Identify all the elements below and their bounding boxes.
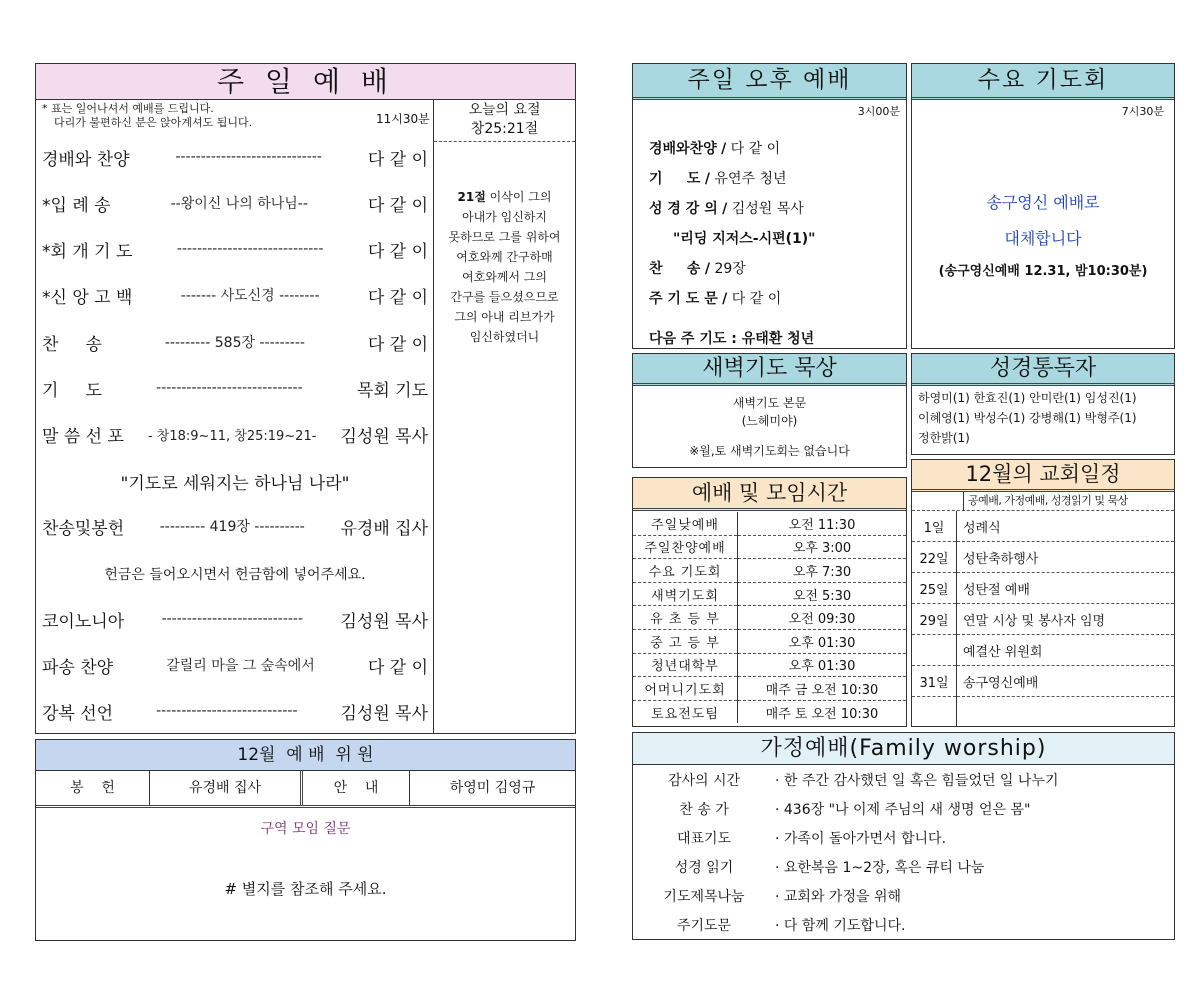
order-detail: ----------------------------- [176, 241, 324, 257]
december-staff-panel [35, 739, 576, 941]
schedule-row [633, 677, 906, 701]
calendar-row [912, 604, 1174, 635]
service-time: 11시30분 [376, 112, 430, 126]
family-item-value: · 가족이 돌아가면서 합니다. [775, 830, 947, 847]
order-detail: ------- 사도신경 -------- [180, 288, 320, 304]
afternoon-row: 기 도 / 유연주 청년 [649, 171, 787, 187]
calendar-date: 25일 [912, 573, 957, 604]
afternoon-lecture-title: "리딩 지저스-시편(1)" [673, 231, 816, 247]
today-verse-title: 오늘의 요절 [468, 102, 541, 118]
schedule-name: 수요 기도회 [633, 559, 738, 583]
staff-cell-usher-label: 안 내 [303, 771, 410, 805]
calendar-subheader: 공예배, 가정예배, 성경읽기 및 묵상 [968, 494, 1128, 507]
schedule-time: 매주 토 오전 10:30 [765, 706, 879, 722]
dawn-note: ※월,토 새벽기도회는 없습니다 [689, 444, 850, 458]
order-row [42, 188, 428, 218]
order-detail: --------- 585장 --------- [164, 335, 305, 351]
family-worship-title: 가정예배(Family worship) [760, 736, 1047, 761]
standing-note-line1: * 표는 일어나셔서 예배를 드립니다. [42, 102, 214, 115]
order-row [42, 604, 428, 634]
verse-line-4: 여호와께서 그의 [462, 270, 547, 284]
bible-readers-list [918, 388, 1137, 448]
order-label: 경배와 찬양 [42, 149, 130, 170]
order-label: *회 개 기 도 [42, 241, 133, 262]
order-row [42, 511, 428, 541]
order-leader: 다 같 이 [367, 287, 428, 308]
december-staff-header [36, 740, 575, 771]
order-row [42, 234, 428, 264]
verse-line-0: 이삭이 그의 [489, 190, 552, 204]
schedule-name: 유 초 등 부 [633, 606, 738, 630]
dawn-line1: 새벽기도 본문 [732, 396, 807, 410]
family-item-label: 찬 송 가 [679, 801, 729, 818]
schedule-time: 오후 01:30 [738, 629, 907, 653]
afternoon-row: 찬 송 / 29장 [649, 261, 746, 277]
calendar-date [912, 635, 957, 666]
family-item-value: · 요한복음 1~2장, 혹은 큐티 나눔 [775, 859, 985, 876]
order-label: *입 례 송 [42, 195, 111, 216]
order-row [42, 650, 428, 680]
schedule-row [633, 535, 906, 559]
calendar-event: 송구영신예배 [957, 666, 1175, 697]
wednesday-line3: (송구영신예배 12.31, 밤10:30분) [938, 264, 1148, 279]
december-calendar-panel [911, 459, 1175, 727]
afternoon-service-panel [632, 63, 907, 349]
order-label: 기 도 [42, 380, 102, 401]
calendar-event [957, 697, 1175, 728]
schedule-row [633, 629, 906, 653]
order-leader: 다 같 이 [367, 149, 428, 170]
order-label: 말 씀 선 포 [42, 426, 124, 447]
calendar-table [912, 511, 1174, 727]
family-row [633, 881, 1174, 910]
afternoon-label: 기 도 [649, 171, 701, 187]
order-detail: ----------------------------- [156, 380, 303, 396]
meeting-times-title: 예배 및 모임시간 [691, 481, 848, 505]
order-leader: 김성원 목사 [340, 703, 428, 724]
readers-line: 하영미(1) 한효진(1) 안미란(1) 임성진(1) [918, 391, 1137, 405]
schedule-name: 토요전도팀 [633, 700, 738, 723]
verse-line-6: 그의 아내 리브가가 [454, 310, 555, 324]
order-detail: 갈릴리 마을 그 숲속에서 [166, 658, 315, 674]
family-item-label: 감사의 시간 [667, 772, 741, 789]
family-item-label: 주기도문 [676, 917, 732, 934]
order-leader: 유경배 집사 [340, 518, 428, 539]
afternoon-row: 경배와찬양 / 다 같 이 [649, 141, 781, 157]
bible-readers-title: 성경통독자 [989, 356, 1097, 381]
december-calendar-title: 12월의 교회일정 [965, 462, 1121, 486]
next-week-prayer: 다음 주 기도 : 유태환 청년 [649, 331, 815, 347]
wednesday-prayer-title: 수요 기도회 [977, 67, 1109, 93]
order-label: 파송 찬양 [42, 657, 114, 678]
order-leader: 다 같 이 [367, 657, 428, 678]
calendar-date-divider [963, 492, 964, 511]
dawn-prayer-title: 새벽기도 묵상 [702, 356, 837, 381]
family-row [633, 794, 1174, 823]
verse-line-2: 못하므로 그를 위하여 [448, 230, 561, 244]
afternoon-label: 성 경 강 의 [649, 201, 718, 217]
staff-cell-offering-label: 봉 헌 [36, 771, 150, 805]
calendar-event: 성례식 [957, 511, 1175, 542]
order-detail: --------- 419장 ---------- [159, 519, 305, 535]
verse-number: 21절 [457, 190, 486, 204]
staff-cell-usher-names: 하영미 김영규 [449, 780, 536, 796]
today-verse-text [434, 187, 575, 347]
wednesday-line2: 대체합니다 [1004, 229, 1082, 248]
order-detail: ----------------------------- [175, 149, 322, 165]
meeting-times-table [633, 512, 906, 723]
order-row [42, 696, 428, 726]
order-leader: 다 같 이 [367, 195, 428, 216]
order-label: *신 앙 고 백 [42, 287, 133, 308]
family-row [633, 823, 1174, 852]
wednesday-line1: 송구영신 예배로 [986, 193, 1100, 212]
bible-readers-panel [911, 353, 1175, 455]
order-detail: - 창18:9~11, 창25:19~21- [147, 428, 317, 444]
refer-note: # 별지를 참조해 주세요. [224, 880, 387, 898]
schedule-time: 오후 01:30 [738, 653, 907, 677]
bible-readers-header [912, 354, 1174, 386]
calendar-date: 29일 [912, 604, 957, 635]
schedule-time: 오전 5:30 [738, 582, 907, 606]
schedule-name: 새벽기도회 [633, 582, 738, 606]
family-worship-panel [632, 732, 1175, 940]
order-leader: 김성원 목사 [340, 611, 428, 632]
sermon-title: "기도로 세워지는 하나님 나라" [120, 474, 350, 494]
order-leader: 다 같 이 [367, 241, 428, 262]
staff-row [36, 771, 575, 808]
order-leader: 다 같 이 [367, 334, 428, 355]
afternoon-label: 주 기 도 문 [649, 291, 718, 307]
family-item-value: · 다 함께 기도합니다. [775, 917, 906, 934]
order-row [42, 142, 428, 172]
schedule-row [633, 653, 906, 677]
afternoon-value: 김성원 목사 [731, 201, 804, 217]
calendar-event: 성탄절 예배 [957, 573, 1175, 604]
family-item-value: · 436장 "나 이제 주님의 새 생명 얻은 몸" [775, 801, 1031, 818]
family-item-label: 대표기도 [676, 830, 732, 847]
calendar-event: 성탄축하행사 [957, 542, 1175, 573]
schedule-time: 오전 09:30 [738, 606, 907, 630]
dawn-prayer-panel [632, 353, 907, 468]
order-row [42, 419, 428, 449]
sunday-service-title: 주 일 예 배 [217, 65, 394, 98]
calendar-row [912, 697, 1174, 728]
schedule-row [633, 700, 906, 723]
family-row [633, 852, 1174, 881]
schedule-name: 주일낮예배 [633, 512, 738, 535]
order-row [42, 373, 428, 403]
today-verse-header [434, 101, 575, 142]
schedule-time: 오후 7:30 [738, 559, 907, 583]
calendar-row [912, 635, 1174, 666]
readers-line: 이혜영(1) 박성수(1) 강병해(1) 박형주(1) [918, 411, 1137, 425]
calendar-date: 22일 [912, 542, 957, 573]
meeting-times-header [633, 478, 906, 511]
order-label: 코이노니아 [42, 611, 125, 632]
family-row [633, 910, 1174, 939]
staff-cell-offering-name: 유경배 집사 [150, 771, 303, 805]
order-label: 찬 송 [42, 334, 102, 355]
afternoon-row: 성 경 강 의 / 김성원 목사 [649, 201, 804, 217]
afternoon-label: 경배와찬양 [649, 141, 717, 157]
today-verse-ref: 창25:21절 [470, 121, 539, 137]
schedule-row [633, 582, 906, 606]
order-label: 강복 선언 [42, 703, 114, 724]
schedule-name: 중 고 등 부 [633, 629, 738, 653]
order-detail: ---------------------------- [161, 611, 304, 627]
afternoon-value: 29장 [714, 261, 746, 277]
schedule-row [633, 606, 906, 630]
afternoon-row [649, 224, 815, 254]
family-item-value: · 한 주간 감사했던 일 혹은 힘들었던 일 나누기 [775, 772, 1059, 789]
sunday-service-panel [35, 63, 576, 734]
afternoon-value: 다 같 이 [731, 291, 782, 307]
order-leader: 김성원 목사 [340, 426, 428, 447]
verse-line-5: 간구를 들으셨으므로 [450, 290, 559, 304]
schedule-name: 어머니기도회 [633, 677, 738, 701]
afternoon-row: 주 기 도 문 / 다 같 이 [649, 291, 782, 307]
order-row [42, 280, 428, 310]
order-leader: 목회 기도 [356, 380, 428, 401]
schedule-row [633, 559, 906, 583]
order-of-worship [36, 64, 434, 733]
calendar-row [912, 666, 1174, 697]
wednesday-prayer-header [912, 64, 1174, 100]
afternoon-service-header [633, 64, 906, 100]
family-item-value: · 교회와 가정을 위해 [775, 888, 901, 905]
schedule-row [633, 512, 906, 535]
calendar-event: 예결산 위원회 [957, 635, 1175, 666]
calendar-row [912, 542, 1174, 573]
afternoon-service-title: 주일 오후 예배 [687, 67, 852, 93]
december-staff-title: 12월 예 배 위 원 [237, 745, 374, 765]
schedule-time: 매주 금 오전 10:30 [738, 677, 907, 701]
wednesday-prayer-panel [911, 63, 1175, 349]
order-detail: ---------------------------- [156, 703, 298, 719]
schedule-time: 오전 11:30 [738, 512, 907, 535]
schedule-name: 청년대학부 [633, 653, 738, 677]
calendar-date: 1일 [912, 511, 957, 542]
calendar-row [912, 511, 1174, 542]
order-row [42, 327, 428, 357]
wednesday-prayer-time: 7시30분 [1121, 105, 1164, 118]
afternoon-value: 유연주 청년 [714, 171, 787, 187]
calendar-date: 31일 [912, 666, 957, 697]
afternoon-service-time: 3시00분 [857, 105, 900, 118]
family-row [633, 765, 1174, 794]
family-item-label: 성경 읽기 [674, 859, 734, 876]
december-calendar-header [912, 460, 1174, 492]
offering-note: 헌금은 들어오시면서 헌금함에 넣어주세요. [104, 567, 366, 583]
meeting-times-panel [632, 477, 907, 727]
family-worship-header [633, 733, 1174, 765]
order-label: 찬송및봉헌 [42, 518, 125, 539]
group-question: 구역 모임 질문 [260, 821, 351, 837]
verse-line-7: 임신하였더니 [469, 330, 540, 344]
calendar-date [912, 697, 957, 728]
standing-note-line2: 다리가 불편하신 분은 앉아계셔도 됩니다. [54, 116, 253, 129]
order-detail: --왕이신 나의 하나님-- [170, 196, 308, 212]
family-item-label: 기도제목나눔 [663, 888, 745, 905]
calendar-event: 연말 시상 및 봉사자 임명 [957, 604, 1175, 635]
schedule-time: 오후 3:00 [738, 535, 907, 559]
afternoon-label: 찬 송 [649, 261, 701, 277]
schedule-name: 주일찬양예배 [633, 535, 738, 559]
dawn-prayer-header [633, 354, 906, 386]
dawn-line2: (느헤미야) [741, 414, 798, 428]
afternoon-order [649, 134, 815, 354]
readers-line: 정한밝(1) [918, 431, 970, 445]
verse-line-3: 여호와께 간구하매 [456, 250, 553, 264]
verse-line-1: 아내가 임신하지 [462, 210, 547, 224]
afternoon-value: 다 같 이 [730, 141, 781, 157]
calendar-row [912, 573, 1174, 604]
